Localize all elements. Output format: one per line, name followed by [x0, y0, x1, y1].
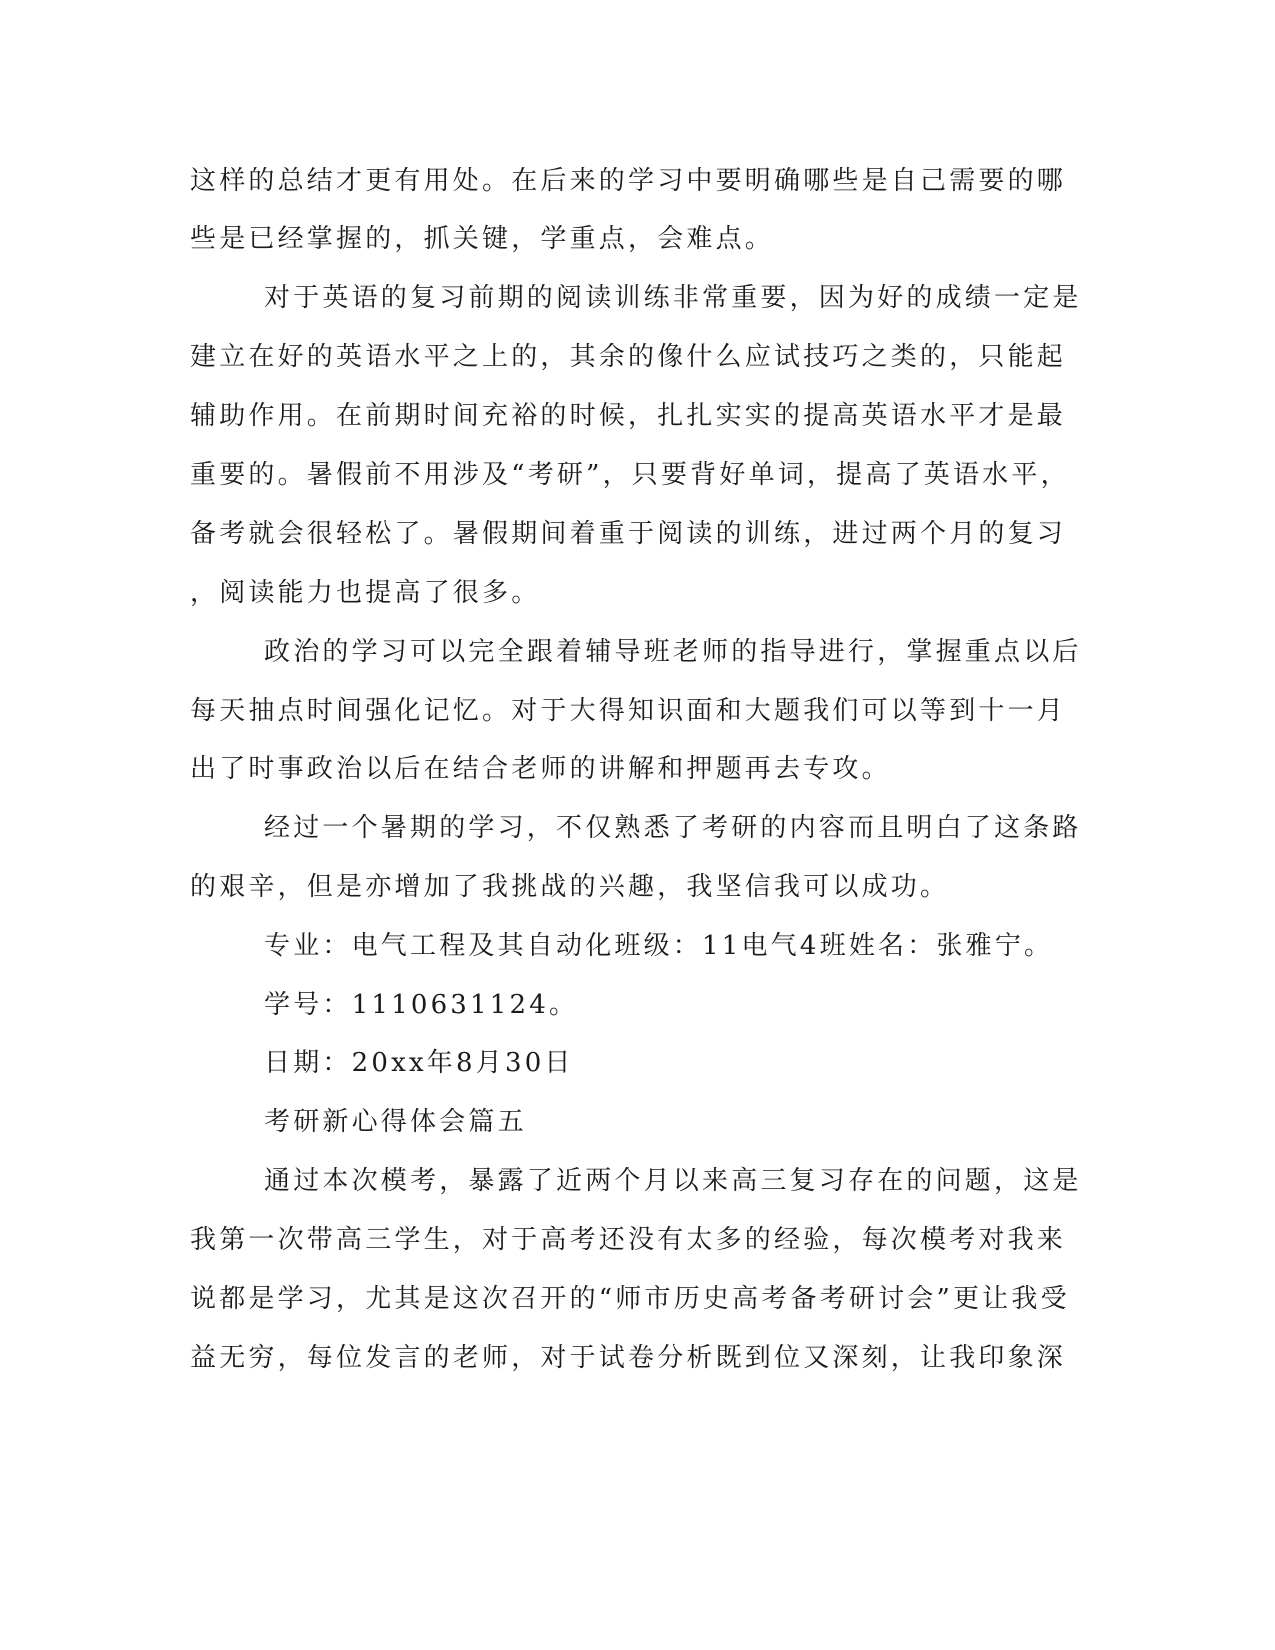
text-line: 建立在好的英语水平之上的，其余的像什么应试技巧之类的，只能起: [190, 342, 1067, 372]
text-line: ，阅读能力也提高了很多。: [190, 578, 541, 608]
paragraph-first-line: 通过本次模考，暴露了近两个月以来高三复习存在的问题，这是: [264, 1166, 1082, 1196]
paragraph-first-line: 经过一个暑期的学习，不仅熟悉了考研的内容而且明白了这条路: [264, 813, 1082, 843]
date-line: 日期：20xx年8月30日: [264, 1048, 574, 1078]
text-line: 备考就会很轻松了。暑假期间着重于阅读的训练，进过两个月的复习: [190, 519, 1067, 549]
text-line: 重要的。暑假前不用涉及“考研”，只要背好单词，提高了英语水平，: [190, 460, 1070, 490]
text-line: 益无穷，每位发言的老师，对于试卷分析既到位又深刻，让我印象深: [190, 1343, 1067, 1373]
text-line: 些是已经掌握的，抓关键，学重点，会难点。: [190, 224, 775, 254]
text-line: 辅助作用。在前期时间充裕的时候，扎扎实实的提高英语水平才是最: [190, 401, 1067, 431]
paragraph-first-line: 对于英语的复习前期的阅读训练非常重要，因为好的成绩一定是: [264, 283, 1082, 313]
section-heading: 考研新心得体会篇五: [264, 1107, 527, 1137]
text-line: 的艰辛，但是亦增加了我挑战的兴趣，我坚信我可以成功。: [190, 872, 950, 902]
text-line: 说都是学习，尤其是这次召开的“师市历史高考备考研讨会”更让我受: [190, 1284, 1070, 1314]
text-line: 我第一次带高三学生，对于高考还没有太多的经验，每次模考对我来: [190, 1225, 1067, 1255]
text-line: 这样的总结才更有用处。在后来的学习中要明确哪些是自己需要的哪: [190, 166, 1067, 196]
paragraph-first-line: 政治的学习可以完全跟着辅导班老师的指导进行，掌握重点以后: [264, 637, 1082, 667]
student-id-line: 学号：1110631124。: [264, 990, 579, 1020]
major-class-name-line: 专业：电气工程及其自动化班级：11电气4班姓名：张雅宁。: [264, 931, 1054, 961]
text-line: 出了时事政治以后在结合老师的讲解和押题再去专攻。: [190, 754, 891, 784]
text-line: 每天抽点时间强化记忆。对于大得知识面和大题我们可以等到十一月: [190, 696, 1067, 726]
